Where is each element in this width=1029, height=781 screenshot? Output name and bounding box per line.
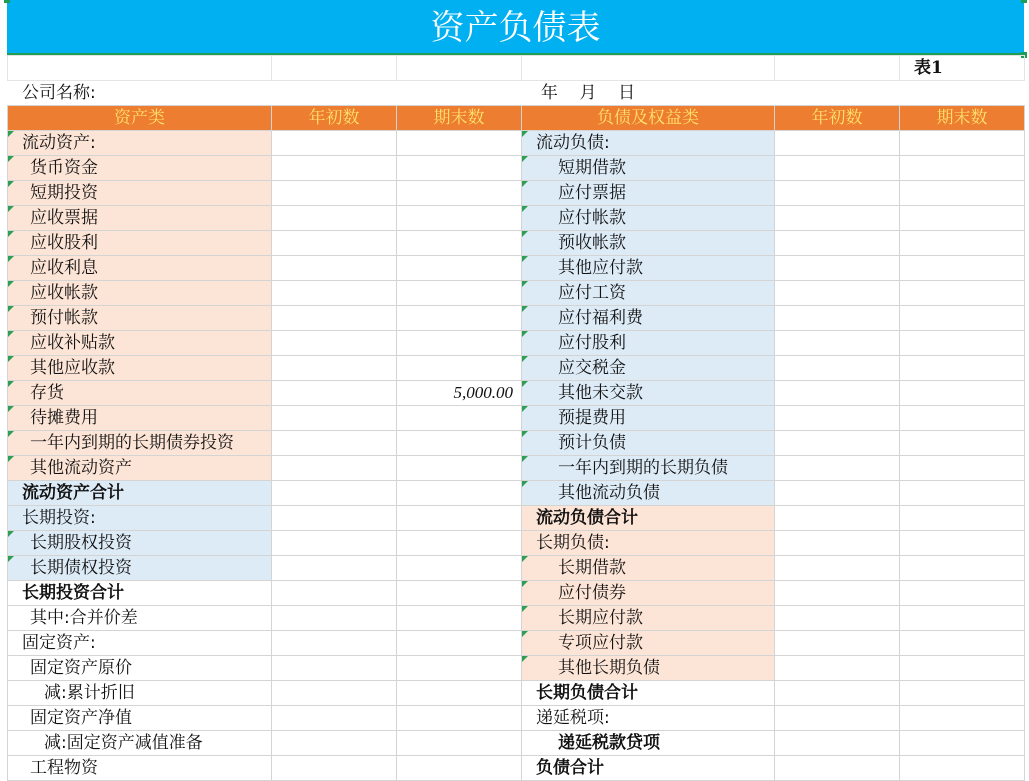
asset-end-cell[interactable] — [397, 606, 522, 631]
asset-begin-cell[interactable] — [272, 631, 397, 656]
liability-label-cell[interactable]: 一年内到期的长期负债 — [522, 456, 775, 481]
asset-end-cell[interactable] — [397, 506, 522, 531]
asset-begin-cell[interactable] — [272, 681, 397, 706]
column-header[interactable]: 资产类 — [8, 106, 272, 131]
spreadsheet-cell[interactable] — [775, 56, 900, 81]
asset-label-cell[interactable]: 固定资产净值 — [8, 706, 272, 731]
asset-label-cell[interactable]: 其中:合并价差 — [8, 606, 272, 631]
liability-label-cell[interactable]: 其他长期负债 — [522, 656, 775, 681]
asset-begin-cell[interactable] — [272, 456, 397, 481]
liability-begin-cell[interactable] — [775, 581, 900, 606]
liability-label-cell[interactable]: 递延税款贷项 — [522, 731, 775, 756]
asset-begin-cell[interactable] — [272, 506, 397, 531]
liability-end-cell[interactable] — [900, 306, 1025, 331]
asset-begin-cell[interactable] — [272, 256, 397, 281]
liability-end-cell[interactable] — [900, 431, 1025, 456]
asset-label-cell[interactable]: 应收股利 — [8, 231, 272, 256]
liability-end-cell[interactable] — [900, 681, 1025, 706]
liability-end-cell[interactable] — [900, 706, 1025, 731]
liability-label-cell[interactable]: 其他流动负债 — [522, 481, 775, 506]
asset-begin-cell[interactable] — [272, 431, 397, 456]
asset-label-cell[interactable]: 流动资产: — [8, 131, 272, 156]
asset-end-cell[interactable] — [397, 356, 522, 381]
asset-label-cell[interactable]: 一年内到期的长期债券投资 — [8, 431, 272, 456]
liability-begin-cell[interactable] — [775, 356, 900, 381]
liability-label-cell[interactable]: 流动负债合计 — [522, 506, 775, 531]
asset-label-cell[interactable]: 减:累计折旧 — [8, 681, 272, 706]
liability-begin-cell[interactable] — [775, 206, 900, 231]
asset-begin-cell[interactable] — [272, 356, 397, 381]
asset-end-cell[interactable] — [397, 281, 522, 306]
asset-end-cell[interactable] — [397, 656, 522, 681]
asset-label-cell[interactable]: 固定资产原价 — [8, 656, 272, 681]
title-banner — [7, 0, 1024, 55]
table-row — [8, 331, 1025, 356]
asset-end-cell[interactable] — [397, 731, 522, 756]
table-row — [8, 756, 1025, 781]
liability-end-cell[interactable] — [900, 181, 1025, 206]
asset-end-cell[interactable] — [397, 531, 522, 556]
liability-begin-cell[interactable] — [775, 256, 900, 281]
liability-label-cell[interactable]: 其他应付款 — [522, 256, 775, 281]
liability-begin-cell[interactable] — [775, 506, 900, 531]
asset-end-cell[interactable] — [397, 581, 522, 606]
asset-end-cell[interactable] — [397, 156, 522, 181]
liability-end-cell[interactable] — [900, 506, 1025, 531]
asset-label-cell[interactable]: 应收补贴款 — [8, 331, 272, 356]
liability-end-cell[interactable] — [900, 631, 1025, 656]
liability-end-cell[interactable] — [900, 281, 1025, 306]
asset-end-cell[interactable] — [397, 231, 522, 256]
asset-end-cell[interactable] — [397, 406, 522, 431]
asset-end-cell[interactable] — [397, 631, 522, 656]
asset-begin-cell[interactable] — [272, 656, 397, 681]
liability-label-cell[interactable]: 流动负债: — [522, 131, 775, 156]
liability-begin-cell[interactable] — [775, 131, 900, 156]
liability-begin-cell[interactable] — [775, 431, 900, 456]
asset-label-cell[interactable]: 应收票据 — [8, 206, 272, 231]
asset-label-cell[interactable]: 应收利息 — [8, 256, 272, 281]
asset-begin-cell[interactable] — [272, 531, 397, 556]
table-row — [8, 156, 1025, 181]
asset-label-cell[interactable]: 长期债权投资 — [8, 556, 272, 581]
asset-end-cell[interactable] — [397, 481, 522, 506]
liability-label-cell[interactable]: 长期借款 — [522, 556, 775, 581]
table-row — [8, 656, 1025, 681]
asset-label-cell[interactable]: 其他应收款 — [8, 356, 272, 381]
asset-label-cell[interactable]: 固定资产: — [8, 631, 272, 656]
spreadsheet-cell[interactable] — [900, 81, 1025, 106]
liability-label-cell[interactable]: 负债合计 — [522, 756, 775, 781]
selection-handle[interactable] — [4, 0, 10, 3]
asset-end-cell[interactable] — [397, 206, 522, 231]
liability-begin-cell[interactable] — [775, 631, 900, 656]
asset-end-cell[interactable] — [397, 181, 522, 206]
liability-end-cell[interactable] — [900, 231, 1025, 256]
liability-begin-cell[interactable] — [775, 331, 900, 356]
table-row — [8, 731, 1025, 756]
liability-begin-cell[interactable] — [775, 706, 900, 731]
asset-end-cell[interactable] — [397, 256, 522, 281]
spreadsheet-cell[interactable] — [8, 56, 272, 81]
table-row — [8, 356, 1025, 381]
liability-begin-cell[interactable] — [775, 306, 900, 331]
table-row — [8, 631, 1025, 656]
selection-handle[interactable] — [1021, 0, 1027, 3]
asset-begin-cell[interactable] — [272, 756, 397, 781]
liability-end-cell[interactable] — [900, 331, 1025, 356]
asset-end-cell[interactable] — [397, 556, 522, 581]
liability-end-cell[interactable] — [900, 556, 1025, 581]
liability-end-cell[interactable] — [900, 756, 1025, 781]
asset-end-cell[interactable] — [397, 756, 522, 781]
asset-begin-cell[interactable] — [272, 231, 397, 256]
liability-end-cell[interactable] — [900, 206, 1025, 231]
asset-label-cell[interactable]: 工程物资 — [8, 756, 272, 781]
liability-begin-cell[interactable] — [775, 681, 900, 706]
liability-label-cell[interactable]: 长期负债: — [522, 531, 775, 556]
liability-begin-cell[interactable] — [775, 406, 900, 431]
column-header[interactable]: 期末数 — [900, 106, 1025, 131]
liability-end-cell[interactable] — [900, 256, 1025, 281]
sheet-title: 资产负债表 — [430, 8, 601, 48]
table-row — [8, 281, 1025, 306]
liability-label-cell[interactable]: 预提费用 — [522, 406, 775, 431]
asset-begin-cell[interactable] — [272, 181, 397, 206]
table-row — [8, 256, 1025, 281]
table-row — [8, 381, 1025, 406]
liability-begin-cell[interactable] — [775, 731, 900, 756]
asset-label-cell[interactable]: 长期投资合计 — [8, 581, 272, 606]
spreadsheet-cell[interactable] — [397, 56, 522, 81]
column-header[interactable]: 期末数 — [397, 106, 522, 131]
liability-label-cell[interactable]: 预计负债 — [522, 431, 775, 456]
liability-label-cell[interactable]: 应付帐款 — [522, 206, 775, 231]
liability-begin-cell[interactable] — [775, 656, 900, 681]
asset-begin-cell[interactable] — [272, 156, 397, 181]
asset-label-cell[interactable]: 长期股权投资 — [8, 531, 272, 556]
table-row — [8, 231, 1025, 256]
table-row — [8, 581, 1025, 606]
liability-begin-cell[interactable] — [775, 556, 900, 581]
table-row — [8, 406, 1025, 431]
liability-end-cell[interactable] — [900, 656, 1025, 681]
liability-begin-cell[interactable] — [775, 531, 900, 556]
asset-end-cell[interactable] — [397, 681, 522, 706]
liability-end-cell[interactable] — [900, 481, 1025, 506]
asset-begin-cell[interactable] — [272, 556, 397, 581]
asset-begin-cell[interactable] — [272, 206, 397, 231]
date-label[interactable]: 年 月 日 — [397, 81, 900, 106]
asset-label-cell[interactable]: 应收帐款 — [8, 281, 272, 306]
asset-label-cell[interactable]: 存货 — [8, 381, 272, 406]
table-row — [8, 531, 1025, 556]
liability-begin-cell[interactable] — [775, 231, 900, 256]
liability-label-cell[interactable]: 递延税项: — [522, 706, 775, 731]
table-row — [8, 506, 1025, 531]
liability-end-cell[interactable] — [900, 606, 1025, 631]
balance-sheet-table — [7, 55, 1025, 781]
liability-label-cell[interactable]: 其他未交款 — [522, 381, 775, 406]
table-row — [8, 431, 1025, 456]
asset-begin-cell[interactable] — [272, 606, 397, 631]
asset-label-cell[interactable]: 其他流动资产 — [8, 456, 272, 481]
liability-begin-cell[interactable] — [775, 456, 900, 481]
asset-end-cell[interactable] — [397, 431, 522, 456]
column-header[interactable]: 负债及权益类 — [522, 106, 775, 131]
table-row — [8, 706, 1025, 731]
liability-label-cell[interactable]: 应付债券 — [522, 581, 775, 606]
asset-end-cell[interactable] — [397, 131, 522, 156]
table-row — [8, 456, 1025, 481]
liability-end-cell[interactable] — [900, 531, 1025, 556]
liability-begin-cell[interactable] — [775, 606, 900, 631]
spreadsheet-cell[interactable] — [272, 81, 397, 106]
liability-label-cell[interactable]: 预收帐款 — [522, 231, 775, 256]
liability-begin-cell[interactable] — [775, 756, 900, 781]
table-row — [8, 606, 1025, 631]
liability-label-cell[interactable]: 长期应付款 — [522, 606, 775, 631]
table-row — [8, 481, 1025, 506]
header-row — [8, 106, 1025, 131]
liability-begin-cell[interactable] — [775, 481, 900, 506]
table-row — [8, 556, 1025, 581]
liability-end-cell[interactable] — [900, 131, 1025, 156]
asset-label-cell[interactable]: 预付帐款 — [8, 306, 272, 331]
table-row — [8, 181, 1025, 206]
asset-begin-cell[interactable] — [272, 131, 397, 156]
column-header[interactable]: 年初数 — [775, 106, 900, 131]
liability-begin-cell[interactable] — [775, 181, 900, 206]
asset-begin-cell[interactable] — [272, 281, 397, 306]
asset-label-cell[interactable]: 流动资产合计 — [8, 481, 272, 506]
liability-end-cell[interactable] — [900, 381, 1025, 406]
asset-label-cell[interactable]: 待摊费用 — [8, 406, 272, 431]
table-row — [8, 306, 1025, 331]
liability-label-cell[interactable]: 应付票据 — [522, 181, 775, 206]
asset-begin-cell[interactable] — [272, 706, 397, 731]
asset-begin-cell[interactable] — [272, 306, 397, 331]
asset-label-cell[interactable]: 短期投资 — [8, 181, 272, 206]
column-header[interactable]: 年初数 — [272, 106, 397, 131]
liability-end-cell[interactable] — [900, 156, 1025, 181]
spreadsheet-cell[interactable] — [522, 56, 775, 81]
table-row — [8, 206, 1025, 231]
liability-begin-cell[interactable] — [775, 281, 900, 306]
asset-end-cell[interactable] — [397, 306, 522, 331]
liability-end-cell[interactable] — [900, 406, 1025, 431]
liability-label-cell[interactable]: 应付福利费 — [522, 306, 775, 331]
liability-end-cell[interactable] — [900, 581, 1025, 606]
company-name-label[interactable]: 公司名称: — [8, 81, 272, 106]
asset-begin-cell[interactable] — [272, 581, 397, 606]
asset-end-cell[interactable] — [397, 706, 522, 731]
liability-end-cell[interactable] — [900, 456, 1025, 481]
liability-label-cell[interactable]: 应付股利 — [522, 331, 775, 356]
liability-label-cell[interactable]: 短期借款 — [522, 156, 775, 181]
table-row — [8, 681, 1025, 706]
liability-begin-cell[interactable] — [775, 381, 900, 406]
asset-label-cell[interactable]: 减:固定资产减值准备 — [8, 731, 272, 756]
asset-begin-cell[interactable] — [272, 406, 397, 431]
liability-label-cell[interactable]: 应交税金 — [522, 356, 775, 381]
asset-end-cell[interactable] — [397, 331, 522, 356]
liability-label-cell[interactable]: 长期负债合计 — [522, 681, 775, 706]
asset-begin-cell[interactable] — [272, 481, 397, 506]
liability-end-cell[interactable] — [900, 731, 1025, 756]
liability-end-cell[interactable] — [900, 356, 1025, 381]
asset-label-cell[interactable]: 货币资金 — [8, 156, 272, 181]
table-id-cell[interactable]: 表1 — [900, 56, 1025, 81]
asset-begin-cell[interactable] — [272, 731, 397, 756]
table-row — [8, 131, 1025, 156]
asset-end-cell[interactable] — [397, 456, 522, 481]
asset-begin-cell[interactable] — [272, 331, 397, 356]
liability-begin-cell[interactable] — [775, 156, 900, 181]
spreadsheet-cell[interactable] — [272, 56, 397, 81]
asset-begin-cell[interactable] — [272, 381, 397, 406]
liability-label-cell[interactable]: 专项应付款 — [522, 631, 775, 656]
liability-label-cell[interactable]: 应付工资 — [522, 281, 775, 306]
asset-end-cell[interactable]: 5,000.00 — [397, 381, 522, 406]
asset-label-cell[interactable]: 长期投资: — [8, 506, 272, 531]
